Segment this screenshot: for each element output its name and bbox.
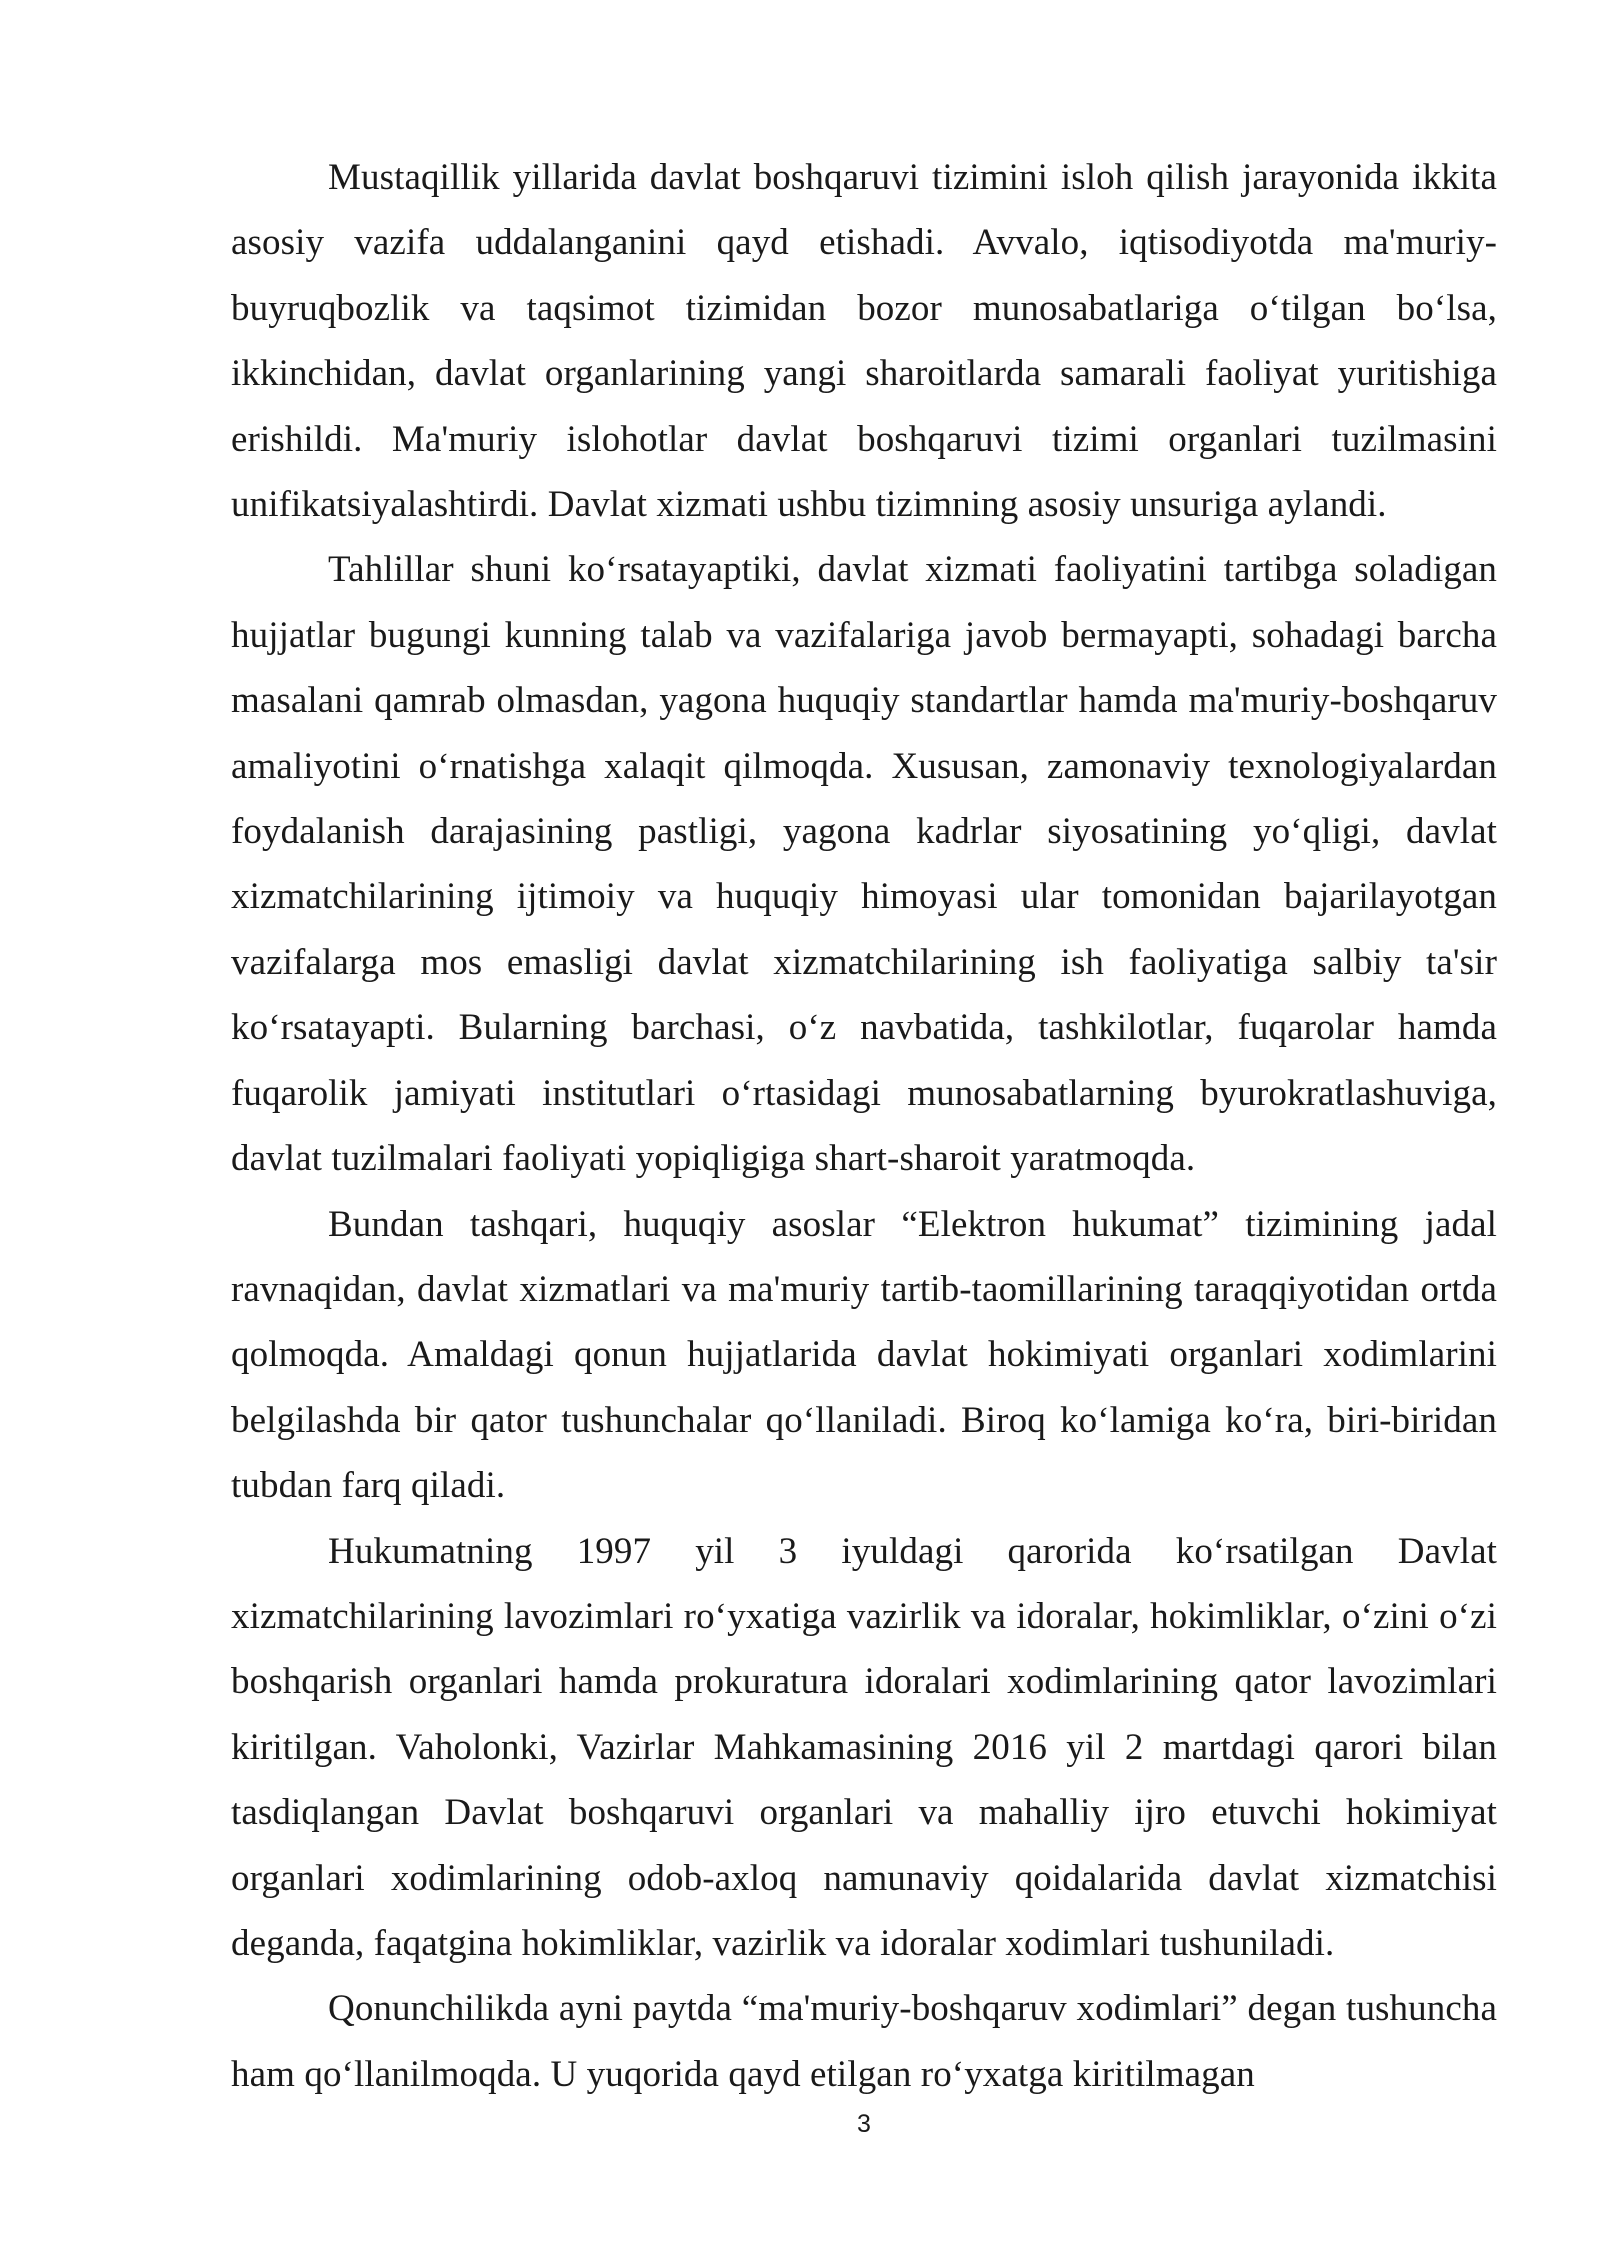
document-body (231, 145, 1497, 2107)
paragraph-3: Bundan tashqari, huquqiy asoslar “Elektron hukumat” tizimining jadal ravnaqidan, davlat xizmatlari va ma'muriy tartib-taomillarining taraqqiyotidan ortda qolmoqda. Amaldagi qonun hujjatlarida davlat hokimiyati organlari xodimlarini belgilashda bir qator tushunchalar qo‘llaniladi. Biroq ko‘lamiga ko‘ra, biri-biridan tubdan farq qiladi. (231, 1203, 1497, 1507)
paragraph-1: Mustaqillik yillarida davlat boshqaruvi tizimini isloh qilish jarayonida ikkita asosiy vazifa uddalanganini qayd etishadi. Avvalo, iqtisodiyotda ma'muriy-buyruqbozlik va taqsimot tizimidan bozor munosabatlariga o‘tilgan bo‘lsa, ikkinchidan, davlat organlarining yangi sharoitlarda samarali faoliyat yuritishiga erishildi. Ma'muriy islohotlar davlat boshqaruvi tizimi organlari tuzilmasini unifikatsiyalashtirdi. Davlat xizmati ushbu tizimning asosiy unsuriga aylandi. (231, 157, 1497, 526)
paragraph-2: Tahlillar shuni ko‘rsatayaptiki, davlat xizmati faoliyatini tartibga soladigan hujjatlar bugungi kunning talab va vazifalariga javob bermayapti, sohadagi barcha masalani qamrab olmasdan, yagona huquqiy standartlar hamda ma'muriy-boshqaruv amaliyotini o‘rnatishga xalaqit qilmoqda. Xususan, zamonaviy texnologiyalardan foydalanish darajasining pastligi, yagona kadrlar siyosatining yo‘qligi, davlat xizmatchilarining ijtimoiy va huquqiy himoyasi ular tomonidan bajarilayotgan vazifalarga mos emasligi davlat xizmatchilarining ish faoliyatiga salbiy ta'sir ko‘rsatayapti. Bularning barchasi, o‘z navbatida, tashkilotlar, fuqarolar hamda fuqarolik jamiyati institutlari o‘rtasidagi munosabatlarning byurokratlashuviga, davlat tuzilmalari faoliyati yopiqligiga shart-sharoit yaratmoqda. (231, 549, 1497, 1180)
paragraph-5: Qonunchilikda ayni paytda “ma'muriy-boshqaruv xodimlari” degan tushuncha ham qo‘llanilmoqda. U yuqorida qayd etilgan ro‘yxatga kiritilmagan (231, 1988, 1497, 2095)
paragraph-4: Hukumatning 1997 yil 3 iyuldagi qarorida ko‘rsatilgan Davlat xizmatchilarining lavozimlari ro‘yxatiga vazirlik va idoralar, hokimliklar, o‘zini o‘zi boshqarish organlari hamda prokuratura idoralari xodimlarining qator lavozimlari kiritilgan. Vaholonki, Vazirlar Mahkamasining 2016 yil 2 martdagi qarori bilan tasdiqlangan Davlat boshqaruvi organlari va mahalliy ijro etuvchi hokimiyat organlari xodimlarining odob-axloq namunaviy qoidalarida davlat xizmatchisi deganda, faqatgina hokimliklar, vazirlik va idoralar xodimlari tushuniladi. (231, 1530, 1497, 1964)
page-number: 3 (857, 2110, 871, 2138)
